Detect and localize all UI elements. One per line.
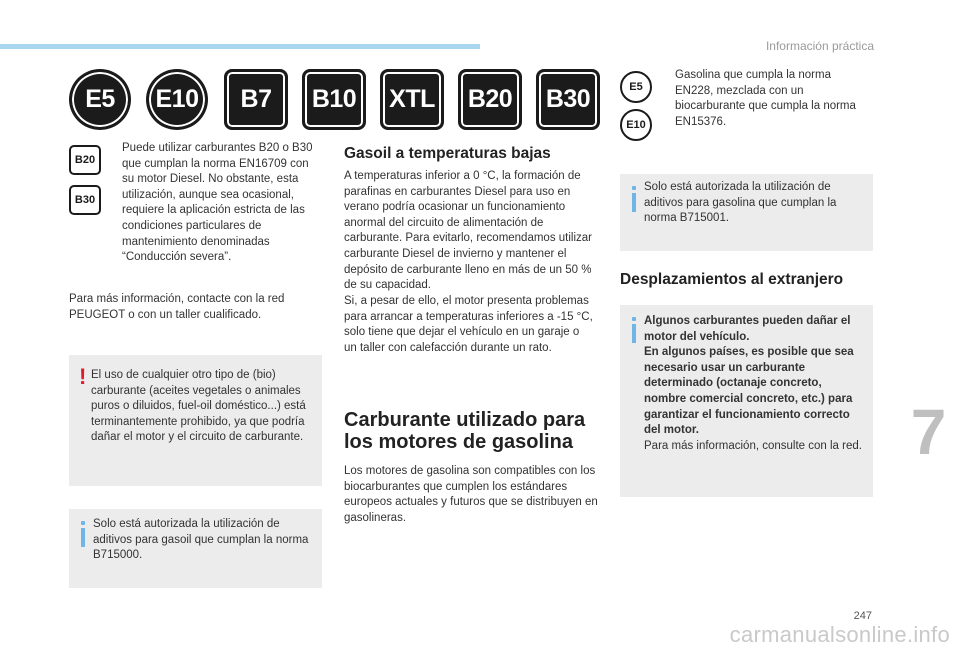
fuel-badge-e5: E5 xyxy=(69,69,131,130)
gasoline-additive-info-text: Solo está autorizada la utilización de aditivos para gasolina que cumplan la norma B715001. xyxy=(644,181,837,225)
small-badge-e10: E10 xyxy=(620,109,652,141)
watermark: carmanualsonline.info xyxy=(729,622,950,647)
diesel-additive-info-box xyxy=(69,509,322,588)
warning-icon: ! xyxy=(79,364,87,389)
info-icon xyxy=(632,317,636,343)
warning-box xyxy=(69,355,322,486)
heading-gasoline-fuel: Carburante utilizado para los motores de gasolina xyxy=(344,409,586,453)
info-icon xyxy=(81,521,85,547)
diesel-intro-text: Puede utilizar carburantes B20 o B30 que cumplan la norma EN16709 con su motor Diesel. No obstante, esta utilización, aunque sea ocasional, requiere la aplicación estricta de las condiciones particulares de mantenimiento denominadas “Conducción severa”. xyxy=(122,142,313,264)
heading-travel-abroad: Desplazamientos al extranjero xyxy=(620,271,844,288)
fuel-badge-e10: E10 xyxy=(146,69,208,130)
warning-text: El uso de cualquier otro tipo de (bio) carburante (aceites vegetales o animales puros o diluidos, fuel-oil doméstico...) está terminantemente prohibido, ya que podría dañar el motor y el circuito de carburante. xyxy=(91,369,306,444)
more-info-text: Para más información, contacte con la red PEUGEOT o con un taller cualificado. xyxy=(69,293,285,321)
travel-abroad-more-info-text: Para más información, consulte con la red. xyxy=(644,439,862,452)
small-badge-e5: E5 xyxy=(620,71,652,103)
gasoline-intro-text: Gasolina que cumpla la norma EN228, mezclada con un biocarburante que cumpla la norma EN15376. xyxy=(675,69,856,128)
gasoline-fuel-para: Los motores de gasolina son compatibles con los biocarburantes que cumplen los estándares europeos actuales y futuros que se distribuyen en gasolineras. xyxy=(344,465,598,524)
travel-abroad-info-box xyxy=(620,305,873,497)
fuel-badge-b7: B7 xyxy=(224,69,288,130)
travel-abroad-warning-text: Algunos carburantes pueden dañar el motor del vehículo. En algunos países, es posible que sea necesario usar un carburante determinado (octanaje concreto, nombre comercial concreto, etc.) para garantizar el funcionamiento correcto del motor. xyxy=(644,315,854,437)
small-badge-b30: B30 xyxy=(69,185,101,215)
heading-diesel-low-temp: Gasoil a temperaturas bajas xyxy=(344,145,551,162)
diesel-low-temp-para1: A temperaturas inferior a 0 °C, la formación de parafinas en carburantes Diesel para uso en verano podría ocasionar un funcionamiento anormal del circuito de alimentación de carburante. Para evitarlo, recomendamos utilizar carburante Diesel de invierno y mantener el depósito de carburante lleno en más de un 50 % de su capacidad. xyxy=(344,170,593,292)
small-badge-b20: B20 xyxy=(69,145,101,175)
info-icon xyxy=(632,186,636,212)
diesel-low-temp-para2: Si, a pesar de ello, el motor presenta problemas para arrancar a temperaturas inferiores a -15 °C, solo tiene que dejar el vehículo en un garaje o un taller con calefacción durante un rato. xyxy=(344,295,593,354)
fuel-badge-b30: B30 xyxy=(536,69,600,130)
fuel-badge-b20: B20 xyxy=(458,69,522,130)
fuel-badge-xtl: XTL xyxy=(380,69,444,130)
section-title: Información práctica xyxy=(765,39,874,53)
gasoline-additive-info-box xyxy=(620,174,873,251)
chapter-number: 7 xyxy=(897,395,960,469)
page-number: 247 xyxy=(853,610,872,622)
diesel-additive-info-text: Solo está autorizada la utilización de aditivos para gasoil que cumplan la norma B715000. xyxy=(93,518,309,562)
header-accent-bar xyxy=(0,44,480,49)
fuel-badge-b10: B10 xyxy=(302,69,366,130)
